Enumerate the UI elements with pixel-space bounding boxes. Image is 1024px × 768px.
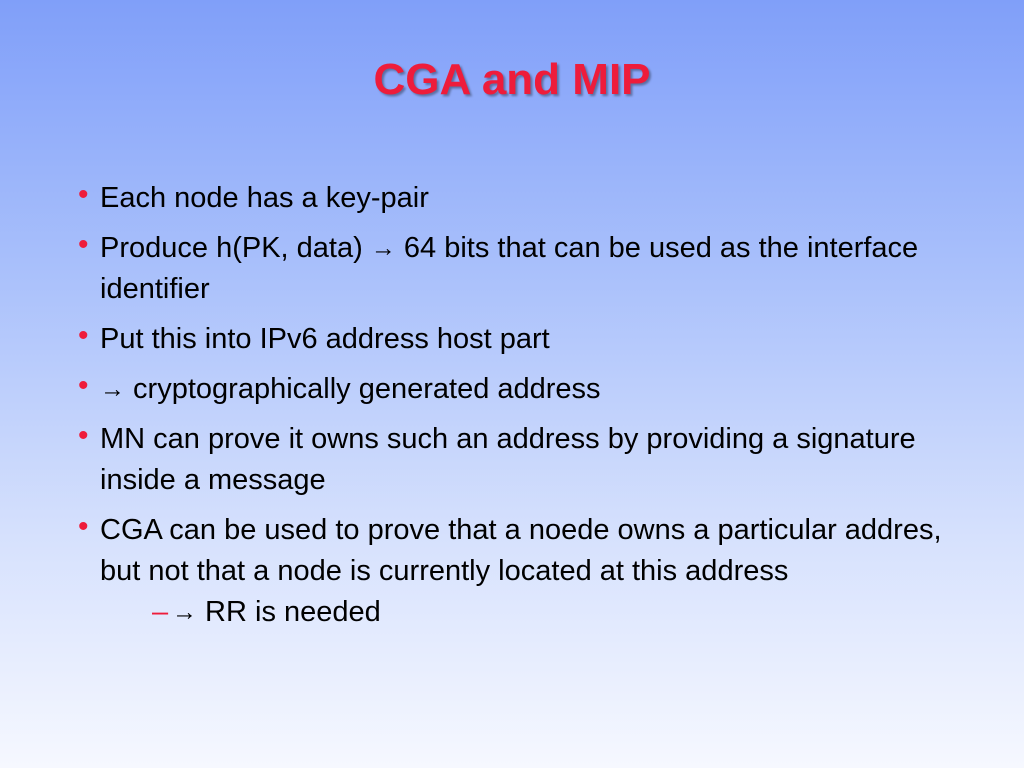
- sub-bullet-text: RR is needed: [197, 596, 381, 628]
- dash-icon: –: [152, 596, 169, 628]
- bullet-item: [76, 510, 956, 633]
- bullet-text: Put this into IPv6 address host part: [100, 323, 550, 355]
- bullet-text: CGA can be used to prove that a noede owns a particular addres, but not that a node is currently located at this address: [100, 514, 942, 587]
- bullet-item: [76, 178, 956, 219]
- bullet-item: [76, 419, 956, 501]
- bullet-text: Each node has a key-pair: [100, 182, 429, 214]
- bullet-item: [76, 228, 956, 310]
- bullet-text: Produce h(PK, data): [100, 232, 371, 264]
- sub-bullet-item: [100, 592, 956, 633]
- bullet-list: [76, 178, 956, 642]
- bullet-text: cryptographically generated address: [125, 373, 601, 405]
- arrow-icon: →: [172, 598, 197, 626]
- bullet-icon: •: [78, 319, 89, 352]
- bullet-item: [76, 319, 956, 360]
- arrow-icon: →: [100, 375, 125, 403]
- bullet-icon: •: [78, 369, 89, 402]
- bullet-icon: •: [78, 178, 89, 211]
- bullet-icon: •: [78, 510, 89, 543]
- bullet-text: 64 bits that can be used as the interface identifier: [100, 232, 919, 305]
- arrow-icon: →: [370, 234, 396, 262]
- bullet-icon: •: [78, 419, 89, 452]
- slide-title: CGA and MIP: [373, 55, 651, 104]
- bullet-icon: •: [78, 228, 89, 261]
- bullet-text: MN can prove it owns such an address by providing a signature inside a message: [100, 423, 916, 496]
- bullet-item: [76, 369, 956, 410]
